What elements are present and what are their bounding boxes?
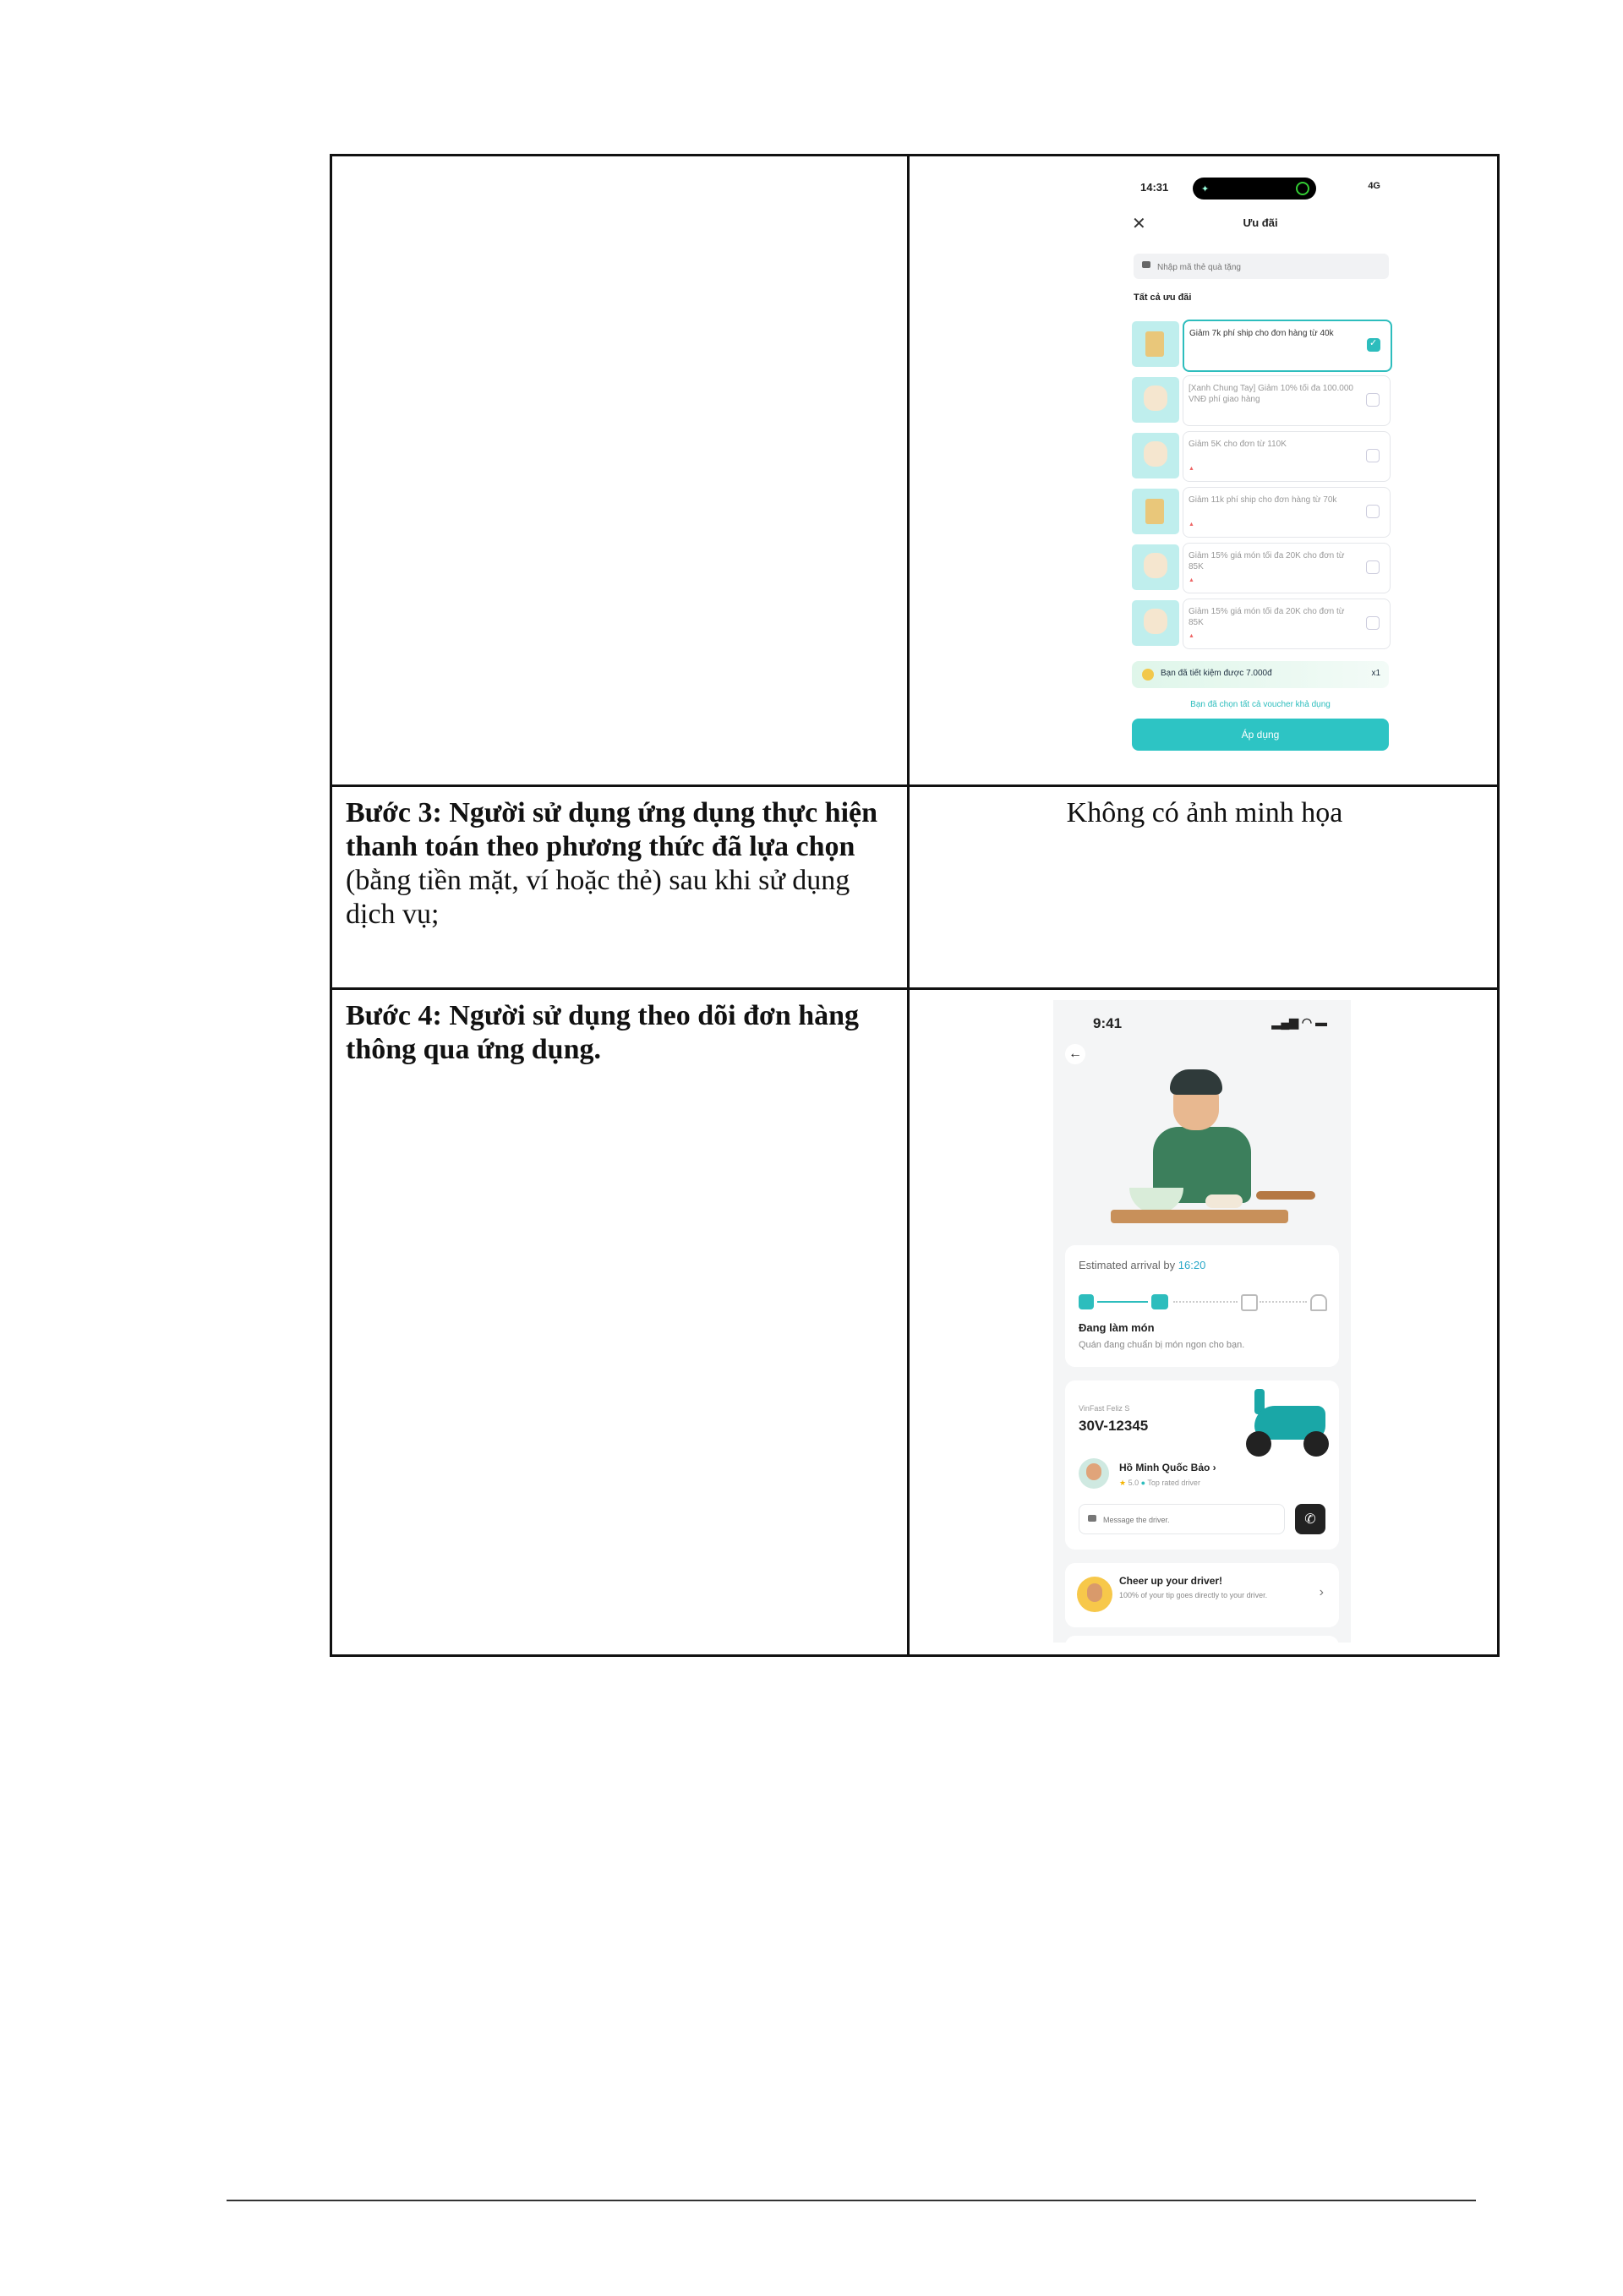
close-icon[interactable]: ✕ [1132,215,1146,233]
savings-banner [1132,661,1389,688]
savings-count: x1 [1371,669,1380,678]
message-field[interactable] [1079,1504,1285,1534]
tip-card[interactable] [1065,1563,1339,1627]
driver-name-link[interactable] [1119,1462,1216,1473]
rating-value: 5.0 [1128,1479,1139,1487]
voucher-item[interactable] [1132,599,1389,648]
voucher-label: Giảm 5K cho đơn từ 110K [1189,440,1287,449]
driver-rating [1119,1479,1200,1488]
dough-icon [1205,1194,1243,1208]
coin-icon [1142,669,1154,681]
progress-line [1260,1301,1307,1304]
scooter-wheel [1303,1431,1329,1457]
voucher-item[interactable] [1132,375,1389,424]
progress-steps [1079,1294,1325,1309]
voucher-thumbnail [1132,433,1179,478]
voucher-checkbox[interactable] [1366,616,1380,630]
tip-subtitle: 100% of your tip goes directly to your driver. [1119,1591,1268,1599]
network-status: 4G [1368,181,1380,191]
status-time: 9:41 [1093,1015,1123,1031]
page-title: Ưu đãi [1243,216,1278,229]
step-4-text [346,999,887,1067]
status-time: 14:31 [1140,181,1169,194]
app-activity-icon: ✦ [1201,184,1210,194]
voucher-card[interactable] [1183,375,1391,426]
voucher-checkbox[interactable] [1366,505,1380,518]
savings-text: Bạn đã tiết kiệm được 7.000đ [1161,669,1272,678]
progress-line [1173,1301,1238,1304]
food-bag-icon [1144,385,1167,411]
package-icon [1145,499,1164,524]
voucher-thumbnail [1132,600,1179,646]
voucher-checkbox[interactable] [1366,449,1380,462]
voucher-thumbnail [1132,544,1179,590]
voucher-label: Giảm 15% giá món tối đa 20K cho đơn từ 85K [1189,607,1345,627]
activity-ring-icon [1296,182,1309,195]
food-bag-icon [1144,553,1167,578]
voucher-thumbnail [1132,321,1179,367]
header [1122,213,1399,238]
chef-illustration [1104,1068,1307,1233]
order-tracking-screenshot [1053,1000,1351,1643]
voucher-checkbox[interactable] [1366,393,1380,407]
order-status-card [1065,1245,1339,1367]
warning-icon: ▲ [1189,522,1194,528]
apply-button[interactable]: Áp dụng [1132,719,1389,751]
eta-time: 16:20 [1178,1259,1206,1271]
driver-avatar[interactable] [1079,1458,1109,1489]
column-divider [907,156,910,1654]
driver-cheer-avatar [1077,1577,1112,1612]
voucher-checkbox[interactable] [1366,560,1380,574]
ticket-icon [1142,261,1150,268]
vehicle-model: VinFast Feliz S [1079,1404,1130,1413]
package-icon [1241,1294,1258,1311]
driver-name: Hồ Minh Quốc Bảo [1119,1462,1210,1473]
order-placed-icon [1079,1294,1094,1309]
scooter-wheel [1246,1431,1271,1457]
voucher-card[interactable] [1183,487,1391,538]
scooter-icon [1238,1389,1339,1457]
voucher-checkbox[interactable] [1367,338,1380,352]
row-divider [332,987,1497,990]
voucher-label: [Xanh Chung Tay] Giảm 10% tối đa 100.000 VNĐ phí giao hàng [1189,384,1353,404]
signal-wifi-battery-icon: ▂▄▆ ◠ ▬ [1271,1015,1327,1029]
store-icon [1151,1294,1168,1309]
section-title: Tất cả ưu đãi [1134,292,1192,303]
message-input[interactable] [1101,1512,1274,1528]
cutting-board-icon [1111,1210,1288,1223]
step-4-bold: Bước 4: Người sử dụng theo dõi đơn hàng thông qua ứng dụng. [346,1000,860,1065]
voucher-label: Giảm 11k phí ship cho đơn hàng từ 70k [1189,495,1337,505]
eta-text [1079,1259,1205,1271]
warning-icon: ▲ [1189,466,1194,472]
back-arrow-icon[interactable]: ← [1065,1044,1085,1064]
rolling-pin-icon [1256,1191,1315,1200]
step-3-normal: (bằng tiền mặt, ví hoặc thẻ) sau khi sử dụng dịch vụ; [346,865,850,930]
selected-note: Bạn đã chọn tất cả voucher khả dụng [1190,700,1331,709]
voucher-card[interactable] [1183,599,1391,649]
license-plate: 30V-12345 [1079,1418,1149,1434]
next-card-edge [1065,1636,1339,1643]
voucher-card[interactable] [1183,320,1392,372]
voucher-item[interactable] [1132,543,1389,592]
voucher-thumbnail [1132,377,1179,423]
tip-title: Cheer up your driver! [1119,1575,1223,1587]
eta-label: Estimated arrival by [1079,1259,1176,1271]
food-bag-icon [1144,441,1167,467]
home-icon [1310,1294,1327,1311]
voucher-card[interactable] [1183,431,1391,482]
driver-card [1065,1380,1339,1550]
voucher-item[interactable] [1132,487,1389,536]
no-illustration-text: Không có ảnh minh họa [1066,797,1343,828]
voucher-thumbnail [1132,489,1179,534]
chef-hair [1170,1069,1222,1095]
dynamic-island [1193,178,1316,200]
voucher-card[interactable] [1183,543,1391,593]
row-divider [332,784,1497,787]
gift-code-field[interactable] [1134,254,1389,279]
status-title: Đang làm món [1079,1321,1155,1334]
voucher-item[interactable] [1132,320,1389,369]
chat-icon [1088,1515,1096,1522]
phone-icon[interactable]: ✆ [1295,1504,1325,1534]
step-3-text [346,796,887,932]
chevron-right-icon: › [1212,1462,1216,1473]
voucher-screenshot [1122,169,1399,765]
gift-code-input[interactable] [1156,258,1379,276]
package-icon [1145,331,1164,357]
step-3-bold: Bước 3: Người sử dụng ứng dụng thực hiện thanh toán theo phương thức đã lựa chọn [346,797,878,862]
food-bag-icon [1144,609,1167,634]
warning-icon: ▲ [1189,577,1194,583]
status-subtitle: Quán đang chuẩn bị món ngon cho bạn. [1079,1340,1245,1350]
status-bar [1122,176,1399,200]
footer-rule [227,2200,1476,2201]
voucher-label: Giảm 7k phí ship cho đơn hàng từ 40k [1189,329,1334,338]
voucher-item[interactable] [1132,431,1389,480]
star-icon: ★ [1119,1479,1127,1487]
voucher-label: Giảm 15% giá món tối đa 20K cho đơn từ 85K [1189,551,1345,571]
driver-badge: Top rated driver [1147,1479,1200,1487]
warning-icon: ▲ [1189,633,1194,639]
chevron-right-icon: › [1319,1585,1324,1599]
progress-line [1097,1301,1148,1303]
badge-icon: ● [1140,1479,1146,1487]
